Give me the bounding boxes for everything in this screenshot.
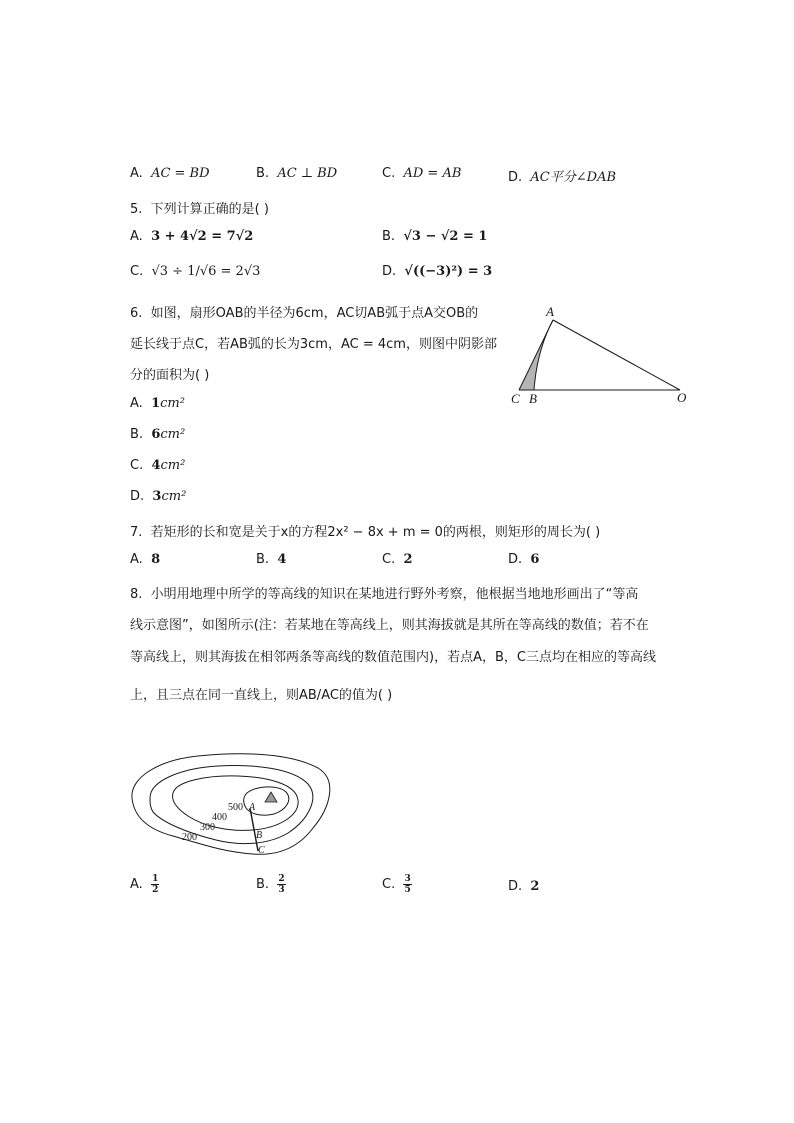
q5-option-a: A. 3 + 4√2 = 7√2 [130, 229, 254, 244]
q6-option-a: A. 1cm² [130, 396, 185, 411]
q4-option-c: C. AD = AB [382, 166, 462, 181]
q6-label-b: B [529, 391, 537, 406]
q8-label-b: B [256, 830, 263, 841]
q4-option-a-text: AC = BD [151, 166, 210, 181]
q8-label-a: A [249, 802, 256, 813]
q8-option-b-fraction: $\frac{2}{3}$ [278, 874, 285, 895]
q8-option-c: C. $\frac{3}{5}$ [382, 874, 411, 895]
q6-sector-figure [505, 300, 695, 410]
q7-option-d: D. 6 [508, 552, 540, 567]
q5-option-b: B. √3 − √2 = 1 [382, 229, 488, 244]
q6-label-o: O [677, 390, 687, 405]
q4-option-d-text: AC平分∠DAB [530, 170, 617, 185]
contour-label-300: 300 [200, 822, 215, 833]
q8-stem-line2: 线示意图”，如图所示(注：若某地在等高线上，则其海拔就是其所在等高线的数值；若不在 [130, 618, 649, 633]
q8-option-a-fraction: $\frac{1}{2}$ [152, 874, 159, 895]
q7-option-b: B. 4 [256, 552, 287, 567]
q7-stem: 7. 若矩形的长和宽是关于x的方程2x² − 8x + m = 0的两根，则矩形的周长为( ) [130, 525, 601, 540]
q5-stem: 5. 下列计算正确的是( ) [130, 202, 269, 217]
q6-label-a: A [546, 304, 554, 319]
q4-option-b: B. AC ⊥ BD [256, 166, 338, 181]
q8-option-a: A. $\frac{1}{2}$ [130, 874, 159, 895]
q8-option-d: D. 2 [508, 879, 540, 894]
q4-option-a: A. AC = BD [130, 166, 210, 181]
contour-label-500: 500 [228, 802, 243, 813]
q5-option-c: C. √3 ÷ 1/√6 = 2√3 [130, 264, 261, 279]
q4-option-c-text: AD = AB [403, 166, 462, 181]
q5-option-a-text: 3 + 4√2 = 7√2 [151, 229, 254, 244]
q6-option-c: C. 4cm² [130, 458, 186, 473]
q6-segment-oa [553, 320, 680, 390]
q8-label-c: C [258, 845, 265, 856]
q6-stem-line3: 分的面积为( ) [130, 368, 210, 383]
q5-option-d: D. √((−3)²) = 3 [382, 264, 493, 279]
q7-option-c: C. 2 [382, 552, 413, 567]
q8-option-c-fraction: $\frac{3}{5}$ [404, 874, 411, 895]
q6-option-b: B. 6cm² [130, 427, 186, 442]
q5-option-c-text: √3 ÷ 1/√6 = 2√3 [151, 264, 261, 279]
contour-label-200: 200 [182, 832, 197, 843]
q8-contour-map [128, 748, 338, 860]
q8-option-b: B. $\frac{2}{3}$ [256, 874, 285, 895]
q8-stem-line1: 8. 小明用地理中所学的等高线的知识在某地进行野外考察，他根据当地地形画出了“等高 [130, 587, 639, 602]
contour-label-400: 400 [212, 812, 227, 823]
q6-label-c: C [511, 391, 520, 406]
q8-stem-line4: 上，且三点在同一直线上，则AB/AC的值为( ) [130, 688, 393, 703]
peak-triangle-icon [265, 792, 277, 802]
q4-option-b-text: AC ⊥ BD [277, 166, 338, 181]
q4-option-d: D. AC平分∠DAB [508, 170, 617, 185]
q7-option-a: A. 8 [130, 552, 161, 567]
q5-option-d-text: √((−3)²) = 3 [404, 264, 493, 279]
q6-stem-line1: 6. 如图，扇形OAB的半径为6cm，AC切AB弧于点A交OB的 [130, 306, 479, 321]
q6-option-d: D. 3cm² [130, 489, 187, 504]
q8-stem-line3: 等高线上，则其海拔在相邻两条等高线的数值范围内)，若点A，B，C三点均在相应的等高线 [130, 650, 656, 665]
q6-stem-line2: 延长线于点C，若AB弧的长为3cm，AC = 4cm，则图中阴影部 [130, 337, 497, 352]
q5-option-b-text: √3 − √2 = 1 [403, 229, 488, 244]
